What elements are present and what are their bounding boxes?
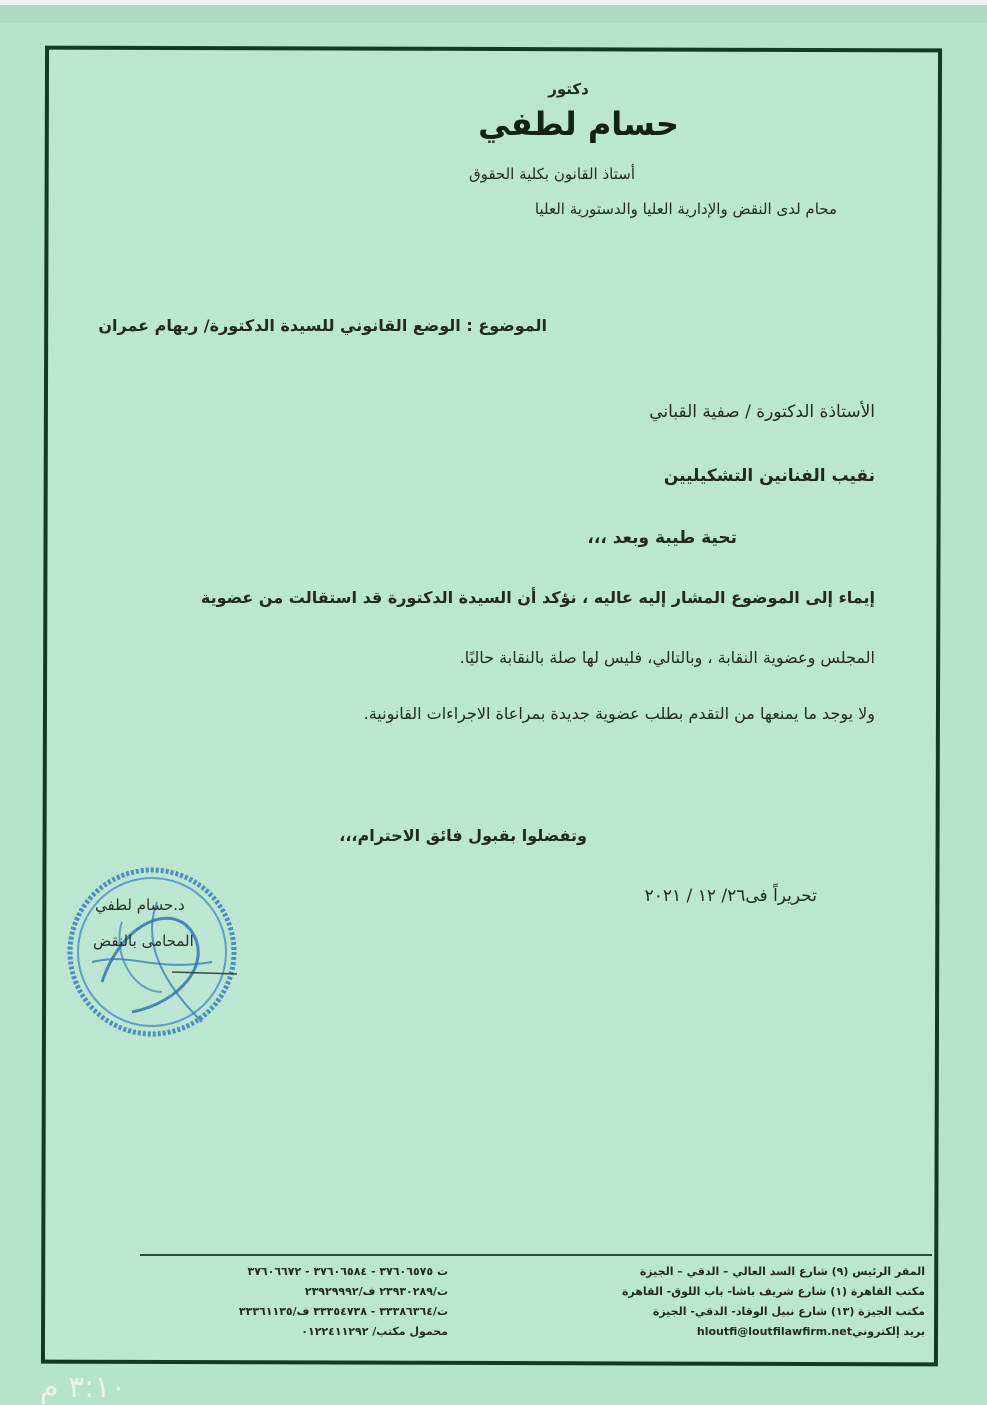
footer-address-giza: مكتب الجيزة (١٣) شارع نبيل الوقاد- الدقي- الجيزة xyxy=(652,1305,925,1318)
stamp-line-2: المحامى بالنقض xyxy=(93,932,194,950)
subject-line: الموضوع : الوضع القانوني للسيدة الدكتورة/ ريهام عمران xyxy=(98,316,547,335)
date-line: تحريراً فى٢٦/ ١٢ / ٢٠٢١ xyxy=(644,886,817,906)
letterhead-line1: أستاذ القانون بكلية الحقوق xyxy=(468,165,635,183)
footer-phone-cairo: ت/٢٣٩٣٠٢٨٩ ف/٢٣٩٢٩٩٩٢ xyxy=(304,1285,448,1298)
recipient-position: نقيب الفنانين التشكيليين xyxy=(663,466,875,486)
stamp-line-1: د.حسام لطفي xyxy=(95,896,185,914)
footer-phone-giza: ت/٣٣٣٨٦٣٦٤ - ٣٣٣٥٤٧٣٨ ف/٣٣٣٦١١٣٥ xyxy=(238,1305,448,1318)
footer-divider xyxy=(140,1254,932,1256)
letterhead-line2: محام لدى النقض والإدارية العليا والدستورية العليا xyxy=(534,200,837,218)
footer-addresses xyxy=(622,1262,925,1342)
letterhead-name: حسام لطفي xyxy=(478,105,679,143)
footer-address-main: المقر الرئيس (٩) شارع السد العالي – الدقي – الجيزة xyxy=(639,1265,925,1278)
letterhead-title-prefix: دكتور xyxy=(548,80,589,98)
closing-line: وتفضلوا بقبول فائق الاحترام،،، xyxy=(339,826,587,845)
footer-email: بريد إلكترونيhloutfi@loutfilawfirm.net xyxy=(696,1325,925,1338)
body-paragraph-1: إيماء إلى الموضوع المشار إليه عاليه ، نؤكد أن السيدة الدكتورة قد استقالت من عضوية xyxy=(200,588,875,607)
footer-phones xyxy=(158,1262,448,1342)
top-band xyxy=(0,5,987,23)
footer-address-cairo: مكتب القاهرة (١) شارع شريف باشا- باب اللوق- القاهرة xyxy=(621,1285,925,1298)
stamp-seal-icon xyxy=(62,862,242,1042)
body-paragraph-2: المجلس وعضوية النقابة ، وبالتالي، فليس لها صلة بالنقابة حاليًا. xyxy=(459,648,875,667)
addressee: الأستاذة الدكتورة / صفية القباني xyxy=(649,402,875,422)
footer-mobile: محمول مكتب/ ٠١٢٢٤١١٢٩٢ xyxy=(301,1325,448,1338)
greeting: تحية طيبة وبعد ،،، xyxy=(587,528,737,548)
footer-phone-main: ت ٣٧٦٠٦٥٧٥ - ٣٧٦٠٦٥٨٤ - ٣٧٦٠٦٦٧٢ xyxy=(247,1265,448,1278)
overlay-timestamp: ٣:١٠ م xyxy=(40,1370,127,1405)
body-paragraph-3: ولا يوجد ما يمنعها من التقدم بطلب عضوية جديدة بمراعاة الاجراءات القانونية. xyxy=(363,704,875,723)
